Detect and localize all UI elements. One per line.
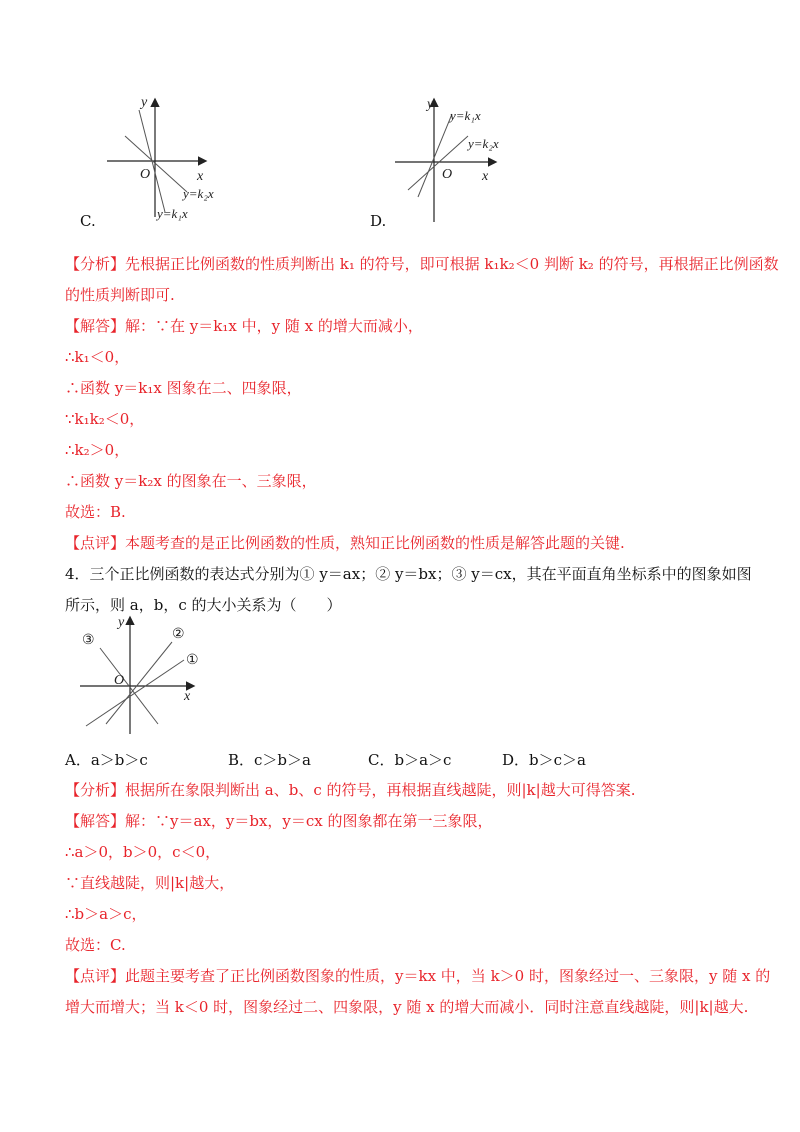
q3-step-4: ∴k₂＞0， [65, 441, 130, 459]
q4-analysis: 【分析】根据所在象限判断出 a、b、c 的符号，再根据直线越陡，则|k|越大可得答案. [65, 781, 636, 799]
line-k1-label: y=k₁x [157, 206, 188, 221]
y-axis-label: y [141, 95, 148, 110]
x-axis-label: x [482, 169, 489, 184]
option-c-label: C. [80, 212, 96, 230]
q4-figure-graph [78, 612, 208, 737]
q4-step-4: 故选：C. [65, 936, 126, 954]
q4-option-b: B．c＞b＞a [228, 751, 311, 769]
figure-d-graph [390, 92, 550, 222]
q4-stem-line-1: 4．三个正比例函数的表达式分别为① y＝ax；② y＝bx；③ y＝cx，其在平面直角坐标系中的图象如图 [65, 565, 752, 583]
q3-step-3: ∵k₁k₂＜0， [65, 410, 145, 428]
q4-stem-line-2: 所示，则 a，b，c 的大小关系为（ ） [65, 596, 342, 614]
q4-comment-line-2: 增大而增大；当 k＜0 时，图象经过二、四象限，y 随 x 的增大而减小．同时注意直线越陡，则|k|越大. [65, 998, 749, 1016]
q4-step-1: ∴a＞0，b＞0，c＜0， [65, 843, 221, 861]
figure-c-graph [95, 92, 255, 222]
q3-analysis-line-1: 【分析】先根据正比例函数的性质判断出 k₁ 的符号，即可根据 k₁k₂＜0 判断 k₂ 的符号，再根据正比例函数 [65, 255, 779, 273]
line-k2-label: y=k₂x [183, 186, 214, 201]
q4-option-c: C．b＞a＞c [368, 751, 452, 769]
line-1 [86, 660, 184, 726]
q4-solution-line-1: 【解答】解：∵y＝ax，y＝bx，y＝cx 的图象都在第一三象限， [65, 812, 493, 830]
origin-label: O [442, 167, 453, 182]
q3-step-6: 故选：B. [65, 503, 126, 521]
q4-option-d: D．b＞c＞a [502, 751, 586, 769]
q3-solution-line-1: 【解答】解：∵在 y＝k₁x 中，y 随 x 的增大而减小， [65, 317, 423, 335]
q4-step-2: ∵直线越陡，则|k|越大， [65, 874, 235, 892]
line-1-label: ① [186, 653, 199, 668]
line-k2 [125, 136, 187, 192]
line-2-label: ② [172, 627, 185, 642]
line-3-label: ③ [82, 633, 95, 648]
y-axis-label: y [118, 615, 125, 630]
line-k2-label: y=k₂x [468, 136, 499, 151]
q4-comment-line-1: 【点评】此题主要考查了正比例函数图象的性质，y＝kx 中，当 k＞0 时，图象经过一、三象限，y 随 x 的 [65, 967, 771, 985]
q3-step-5: ∴函数 y＝k₂x 的图象在一、三象限， [65, 472, 317, 490]
line-k1-label: y=k₁x [450, 108, 481, 123]
q4-option-a: A．a＞b＞c [65, 751, 148, 769]
q3-analysis-line-2: 的性质判断即可. [65, 286, 175, 304]
x-axis-label: x [197, 169, 204, 184]
line-k2 [408, 136, 468, 190]
origin-label: O [114, 673, 125, 688]
origin-label: O [140, 167, 151, 182]
q3-comment: 【点评】本题考查的是正比例函数的性质，熟知正比例函数的性质是解答此题的关键. [65, 534, 625, 552]
q3-step-1: ∴k₁＜0， [65, 348, 130, 366]
q4-step-3: ∴b＞a＞c， [65, 905, 147, 923]
x-axis-label: x [184, 689, 191, 704]
q3-step-2: ∴函数 y＝k₁x 图象在二、四象限， [65, 379, 302, 397]
y-axis-label: y [427, 97, 434, 112]
option-d-label: D. [370, 212, 387, 230]
